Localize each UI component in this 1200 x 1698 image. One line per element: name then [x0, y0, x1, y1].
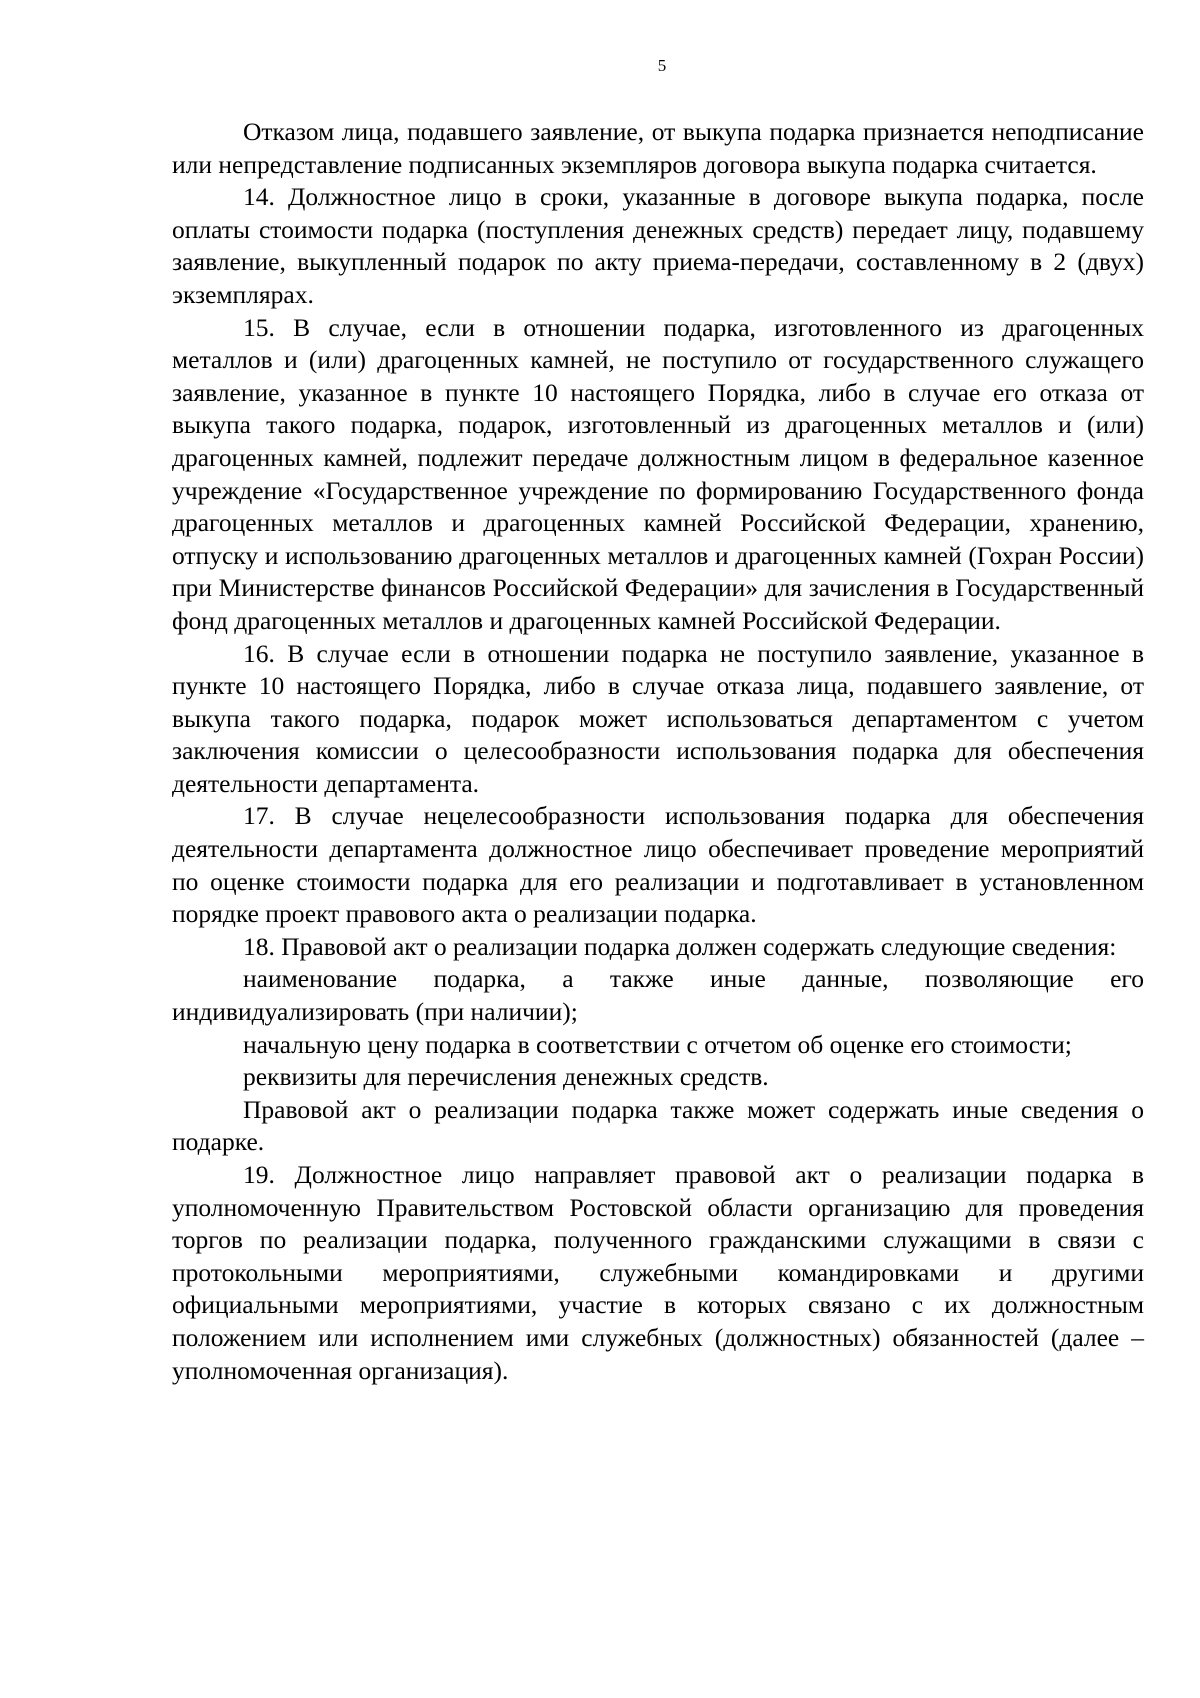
paragraph-refusal-of-purchase: Отказом лица, подавшего заявление, от выкупа подарка признается неподписание или непредставление подписанных экземпляров договора выкупа подарка считается. — [172, 117, 1144, 179]
paragraph-15: 15. В случае, если в отношении подарка, изготовленного из драгоценных металлов и (или) драгоценных камней, не поступило от государственного служащего заявление, указанное в пункте 10 настоящего Порядка, либо в случае его отказа от выкупа такого подарка, подарок, изготовленный из драгоценных металлов и (или) драгоценных камней, подлежит передаче должностным лицом в федеральное казенное учреждение «Государственное учреждение по формированию Государственного фонда драгоценных металлов и драгоценных камней Российской Федерации, хранению, отпуску и использованию драгоценных металлов и драгоценных камней (Гохран России) при Министерстве финансов Российской Федерации» для зачисления в Государственный фонд драгоценных металлов и драгоценных камней Российской Федерации. — [172, 312, 1144, 635]
paragraph-18-other-info: Правовой акт о реализации подарка также может содержать иные сведения о подарке. — [172, 1094, 1144, 1157]
document-body — [172, 116, 1144, 1387]
paragraph-17: 17. В случае нецелесообразности использования подарка для обеспечения деятельности департамента должностное лицо обеспечивает проведение мероприятий по оценке стоимости подарка для его реализации и подготавливает в установленном порядке проект правового акта о реализации подарка. — [172, 801, 1144, 929]
paragraph-18-item-name: наименование подарка, а также иные данные, позволяющие его индивидуализировать (при наличии); — [172, 964, 1144, 1027]
paragraph-18-item-price: начальную цену подарка в соответствии с отчетом об оценке его стоимости; — [243, 1029, 1072, 1059]
paragraph-18-item-requisites: реквизиты для перечисления денежных средств. — [243, 1062, 769, 1092]
paragraph-14: 14. Должностное лицо в сроки, указанные в договоре выкупа подарка, после оплаты стоимости подарка (поступления денежных средств) передает лицу, подавшему заявление, выкупленный подарок по акту приема-передачи, составленному в 2 (двух) экземплярах. — [172, 182, 1144, 309]
paragraph-16: 16. В случае если в отношении подарка не поступило заявление, указанное в пункте 10 настоящего Порядка, либо в случае отказа лица, подавшего заявление, от выкупа такого подарка, подарок может использоваться департаментом с учетом заключения комиссии о целесообразности использования подарка для обеспечения деятельности департамента. — [172, 638, 1144, 798]
paragraph-19: 19. Должностное лицо направляет правовой акт о реализации подарка в уполномоченную Правительством Ростовской области организацию для проведения торгов по реализации подарка, полученного гражданскими служащими в связи с протокольными мероприятиями, служебными командировками и другими официальными мероприятиями, участие в которых связано с их должностным положением или исполнением ими служебных (должностных) обязанностей (далее – уполномоченная организация). — [172, 1160, 1144, 1385]
paragraph-18: 18. Правовой акт о реализации подарка должен содержать следующие сведения: — [243, 931, 1117, 961]
page-number: 5 — [657, 56, 667, 75]
